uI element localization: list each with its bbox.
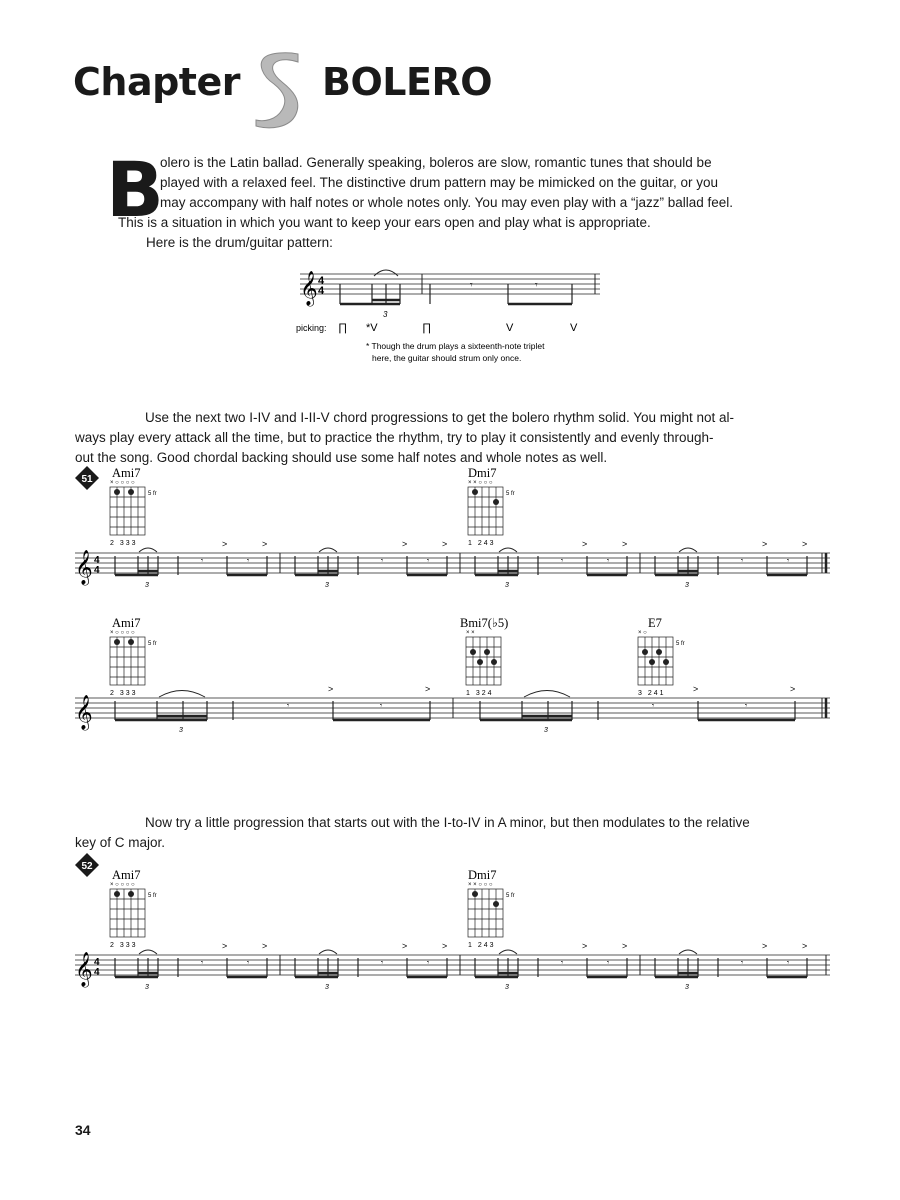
footnote-line: here, the guitar should strum only once. [372, 353, 522, 363]
svg-text:>: > [802, 941, 808, 951]
svg-text:>: > [262, 539, 268, 549]
svg-text:× × ○ ○ ○: × × ○ ○ ○ [468, 480, 493, 486]
svg-text:× ○ ○ ○ ○: × ○ ○ ○ ○ [110, 480, 135, 486]
svg-text:5 fr: 5 fr [676, 641, 685, 647]
treble-clef-icon: 𝄞 [75, 551, 93, 584]
svg-text:× ○: × ○ [638, 630, 647, 636]
svg-text:>: > [622, 941, 628, 951]
svg-text:>: > [762, 941, 768, 951]
svg-text:𝄾: 𝄾 [427, 556, 430, 565]
measure-rhythms [115, 684, 795, 734]
svg-text:𝄾: 𝄾 [287, 701, 290, 710]
svg-text:𝄾: 𝄾 [787, 958, 790, 967]
example-52-row [70, 865, 835, 1015]
svg-text:>: > [262, 941, 268, 951]
paragraph-line: Now try a little progression that starts out with the I-to-IV in A minor, but then modulates to the relative [145, 815, 750, 830]
svg-text:Ami7: Ami7 [112, 616, 141, 630]
example-51-row-1 [70, 463, 835, 613]
picking-label: picking: [296, 323, 327, 333]
staff-lines [75, 955, 830, 975]
svg-text:𝄾: 𝄾 [607, 958, 610, 967]
svg-text:5 fr: 5 fr [148, 641, 157, 647]
example-51-row-2 [70, 613, 835, 763]
chord-diagram-dmi7 [468, 466, 515, 547]
svg-text:2 333: 2 333 [110, 540, 138, 547]
measure-rhythms [115, 539, 807, 589]
svg-text:𝄾: 𝄾 [652, 701, 655, 710]
picking-mark: ∏ [422, 322, 432, 334]
svg-text:× ○ ○ ○ ○: × ○ ○ ○ ○ [110, 882, 135, 888]
svg-text:>: > [222, 941, 228, 951]
svg-text:1 324: 1 324 [466, 690, 494, 697]
pattern-figure [290, 262, 610, 372]
svg-text:𝄾: 𝄾 [745, 701, 748, 710]
svg-text:𝄾: 𝄾 [561, 556, 564, 565]
intro-line: may accompany with half notes or whole notes only. You may even play with a “jazz” ballad feel. [160, 195, 734, 210]
chapter-title: BOLERO [322, 60, 493, 104]
paragraph-line: key of C major. [75, 835, 166, 850]
svg-text:𝄾: 𝄾 [201, 556, 204, 565]
staff-lines [300, 274, 600, 294]
svg-text:>: > [762, 539, 768, 549]
chapter-label: Chapter [73, 60, 240, 104]
svg-text:3: 3 [179, 727, 183, 734]
svg-text:𝄾: 𝄾 [247, 958, 250, 967]
picking-mark: V [570, 322, 578, 334]
paragraph-line: out the song. Good chordal backing should use some half notes and whole notes as well. [75, 450, 608, 465]
time-sig-top: 4 [318, 275, 325, 287]
intro-paragraph [118, 153, 780, 253]
svg-text:>: > [693, 684, 699, 694]
rest-icon: 𝄾 [535, 280, 538, 291]
page-number: 34 [75, 1122, 91, 1138]
svg-text:3: 3 [505, 984, 509, 991]
svg-text:𝄾: 𝄾 [561, 958, 564, 967]
footnote-line: * Though the drum plays a sixteenth-note triplet [366, 341, 545, 351]
chord-diagram-ami7 [110, 868, 157, 949]
svg-text:>: > [622, 539, 628, 549]
svg-text:>: > [442, 539, 448, 549]
svg-text:3: 3 [505, 582, 509, 589]
svg-text:Ami7: Ami7 [112, 868, 141, 882]
treble-clef-icon: 𝄞 [300, 272, 318, 305]
svg-text:Bmi7(♭5): Bmi7(♭5) [460, 616, 509, 630]
svg-text:>: > [442, 941, 448, 951]
measure-rhythms [115, 941, 807, 991]
svg-text:>: > [425, 684, 431, 694]
svg-text:Dmi7: Dmi7 [468, 466, 497, 480]
svg-text:>: > [222, 539, 228, 549]
svg-text:2 333: 2 333 [110, 942, 138, 949]
svg-text:𝄾: 𝄾 [741, 958, 744, 967]
svg-text:3: 3 [685, 984, 689, 991]
svg-text:3: 3 [325, 984, 329, 991]
treble-clef-icon: 𝄞 [75, 696, 93, 729]
svg-text:2 333: 2 333 [110, 690, 138, 697]
chapter-number-graphic [248, 48, 310, 130]
time-sig-bottom: 4 [94, 565, 100, 576]
svg-text:>: > [582, 941, 588, 951]
svg-text:𝄾: 𝄾 [247, 556, 250, 565]
staff-lines [75, 553, 830, 573]
svg-text:𝄾: 𝄾 [607, 556, 610, 565]
chord-diagram-e7 [638, 616, 685, 697]
rest-icon: 𝄾 [470, 280, 473, 291]
time-sig-top: 4 [94, 957, 100, 968]
svg-text:3: 3 [145, 984, 149, 991]
svg-text:1 243: 1 243 [468, 540, 496, 547]
svg-text:𝄾: 𝄾 [381, 556, 384, 565]
svg-text:52: 52 [81, 861, 93, 872]
svg-text:𝄾: 𝄾 [201, 958, 204, 967]
svg-text:× ×: × × [466, 630, 475, 636]
svg-text:3 241: 3 241 [638, 690, 666, 697]
svg-text:Ami7: Ami7 [112, 466, 141, 480]
treble-clef-icon: 𝄞 [75, 953, 93, 986]
svg-text:E7: E7 [648, 616, 662, 630]
chord-diagram-ami7 [110, 466, 157, 547]
paragraph-line: ways play every attack all the time, but to practice the rhythm, try to play it consistently and evenly through- [75, 430, 714, 445]
beams [340, 300, 572, 304]
svg-text:5 fr: 5 fr [148, 491, 157, 497]
svg-text:𝄾: 𝄾 [381, 958, 384, 967]
svg-text:51: 51 [81, 474, 93, 485]
svg-text:𝄾: 𝄾 [787, 556, 790, 565]
svg-text:>: > [328, 684, 334, 694]
svg-text:3: 3 [145, 582, 149, 589]
intro-line: This is a situation in which you want to keep your ears open and play what is appropriate. [118, 215, 651, 230]
tie [374, 270, 398, 276]
chord-diagram-dmi7 [468, 868, 515, 949]
paragraph-progressions [75, 408, 795, 468]
svg-text:>: > [402, 941, 408, 951]
svg-text:3: 3 [685, 582, 689, 589]
intro-line: olero is the Latin ballad. Generally speaking, boleros are slow, romantic tunes that should be [160, 155, 712, 170]
drop-cap: B [106, 145, 164, 234]
paragraph-line: Use the next two I-IV and I-II-V chord progressions to get the bolero rhythm solid. You might not al- [145, 410, 735, 425]
paragraph-modulation [75, 813, 795, 853]
intro-line: played with a relaxed feel. The distinctive drum pattern may be mimicked on the guitar, or you [160, 175, 719, 190]
svg-text:3: 3 [325, 582, 329, 589]
chord-diagram-ami7 [110, 616, 157, 697]
picking-mark: ∏ [338, 322, 348, 334]
svg-text:>: > [402, 539, 408, 549]
chord-diagram-bmi7b5 [460, 616, 508, 697]
svg-text:3: 3 [544, 727, 548, 734]
svg-text:>: > [582, 539, 588, 549]
svg-text:𝄾: 𝄾 [427, 958, 430, 967]
svg-text:5 fr: 5 fr [506, 491, 515, 497]
triplet-label: 3 [383, 310, 388, 319]
svg-text:𝄾: 𝄾 [380, 701, 383, 710]
svg-text:1 243: 1 243 [468, 942, 496, 949]
svg-text:>: > [802, 539, 808, 549]
picking-mark: V [506, 322, 514, 334]
svg-text:>: > [790, 684, 796, 694]
svg-text:× × ○ ○ ○: × × ○ ○ ○ [468, 882, 493, 888]
pattern-intro: Here is the drum/guitar pattern: [146, 235, 333, 250]
svg-text:5 fr: 5 fr [148, 893, 157, 899]
svg-text:× ○ ○ ○ ○: × ○ ○ ○ ○ [110, 630, 135, 636]
picking-mark: *V [366, 322, 378, 334]
time-sig-bottom: 4 [94, 967, 100, 978]
svg-text:Dmi7: Dmi7 [468, 868, 497, 882]
time-sig-top: 4 [94, 555, 100, 566]
svg-text:5 fr: 5 fr [506, 893, 515, 899]
time-sig-bottom: 4 [318, 285, 325, 297]
svg-text:𝄾: 𝄾 [741, 556, 744, 565]
